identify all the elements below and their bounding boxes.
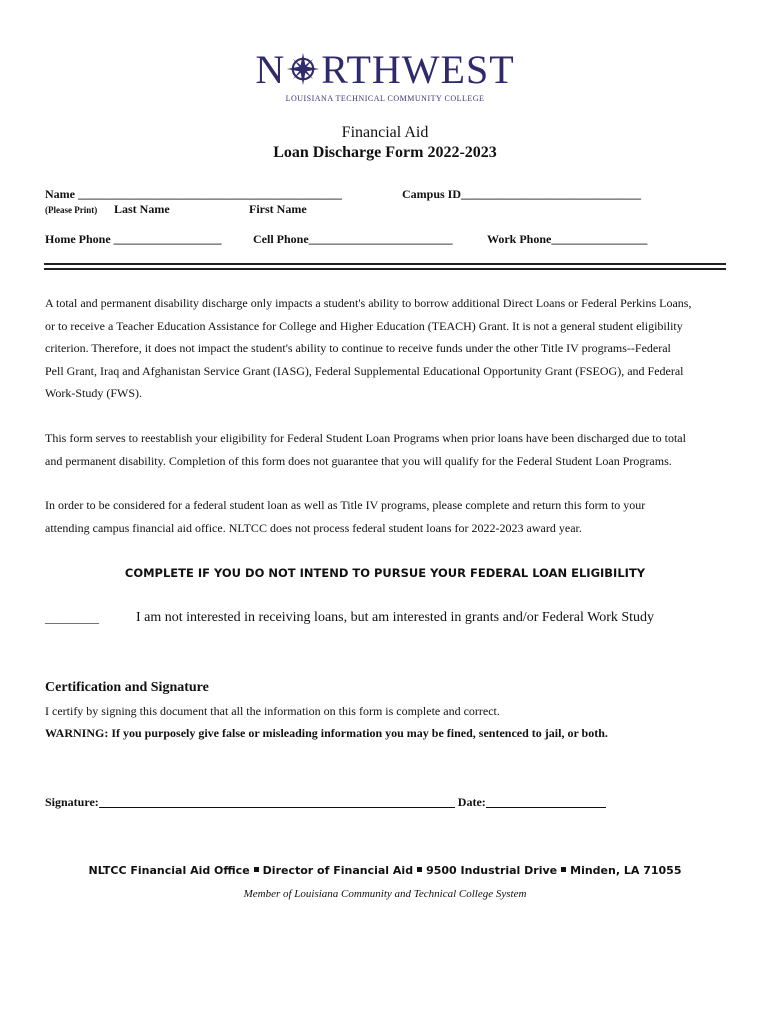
warning-text: WARNING: If you purposely give false or misleading information you may be fined, sentenced to jail, or both. [45, 726, 608, 740]
paragraph-line: This form serves to reestablish your eligibility for Federal Student Loan Programs when prior loans have been discharged due to total [45, 431, 686, 445]
logo-subtitle: LOUISIANA TECHNICAL COMMUNITY COLLEGE [285, 94, 485, 103]
college-logo [0, 48, 770, 92]
divider [44, 268, 726, 270]
page-title: Financial Aid [341, 124, 429, 141]
form-title: Loan Discharge Form 2022-2023 [273, 144, 497, 161]
paragraph-line: criterion. Therefore, it does not impact the student's ability to continue to receive funds under the other Title IV programs--Federal [45, 341, 671, 355]
first-name-label: First Name [249, 202, 307, 216]
member-note: Member of Louisiana Community and Technical College System [243, 888, 527, 900]
paragraph-line: Pell Grant, Iraq and Afghanistan Service Grant (IASG), Federal Supplemental Educational Opportunity Grant (FSEOG), and Federal [45, 363, 684, 378]
footer-office: NLTCC Financial Aid Office [88, 864, 250, 877]
name-field[interactable]: Name ____________________________________________ [45, 187, 342, 201]
date-label: Date: [457, 795, 486, 809]
logo-letters-rest: RTHWEST [321, 47, 515, 92]
signature-field[interactable] [99, 795, 455, 808]
signature-row [45, 795, 606, 810]
eligibility-paragraph [45, 427, 735, 472]
eligibility-heading: COMPLETE IF YOU DO NOT INTEND TO PURSUE YOUR FEDERAL LOAN ELIGIBILITY [124, 566, 646, 580]
logo-letter-n: N [255, 47, 286, 92]
paragraph-line: or to receive a Teacher Education Assistance for College and Higher Education (TEACH) Grant. It is not a general student eligibility [45, 318, 683, 333]
please-print-note: (Please Print) [45, 205, 98, 215]
compass-star-icon [286, 52, 320, 86]
bullet-icon [417, 867, 422, 872]
paragraph-line: In order to be considered for a federal student loan as well as Title IV programs, please complete and return this form to your [45, 498, 646, 512]
footer-contact [0, 864, 770, 877]
paragraph-line: Work-Study (FWS). [45, 386, 143, 400]
interest-statement: I am not interested in receiving loans, but am interested in grants and/or Federal Work Study [136, 610, 655, 625]
initial-blank-field[interactable]: _________ [45, 611, 99, 625]
footer-address: 9500 Industrial Drive [426, 864, 558, 877]
footer-director: Director of Financial Aid [262, 864, 414, 877]
certification-title: Certification and Signature [45, 680, 209, 695]
cell-phone-field[interactable]: Cell Phone________________________ [253, 232, 453, 246]
signature-label: Signature: [45, 795, 99, 809]
certification-text: I certify by signing this document that all the information on this form is complete and correct. [45, 704, 500, 718]
instructions-paragraph [45, 494, 735, 539]
home-phone-field[interactable]: Home Phone __________________ [45, 232, 222, 246]
divider [44, 263, 726, 265]
paragraph-line: and permanent disability. Completion of this form does not guarantee that you will qualify for the Federal Student Loan Programs. [45, 453, 672, 468]
last-name-label: Last Name [114, 202, 170, 216]
campus-id-field[interactable]: Campus ID______________________________ [402, 187, 642, 201]
bullet-icon [561, 867, 566, 872]
date-field[interactable] [486, 795, 606, 808]
paragraph-line: A total and permanent disability discharge only impacts a student's ability to borrow additional Direct Loans or Federal Perkins Loans, [45, 296, 692, 310]
work-phone-field[interactable]: Work Phone________________ [487, 232, 648, 246]
bullet-icon [254, 867, 259, 872]
footer-city: Minden, LA 71055 [570, 864, 682, 877]
paragraph-line: attending campus financial aid office. NLTCC does not process federal student loans for 2022-2023 award year. [45, 520, 582, 535]
disability-paragraph [45, 292, 735, 405]
